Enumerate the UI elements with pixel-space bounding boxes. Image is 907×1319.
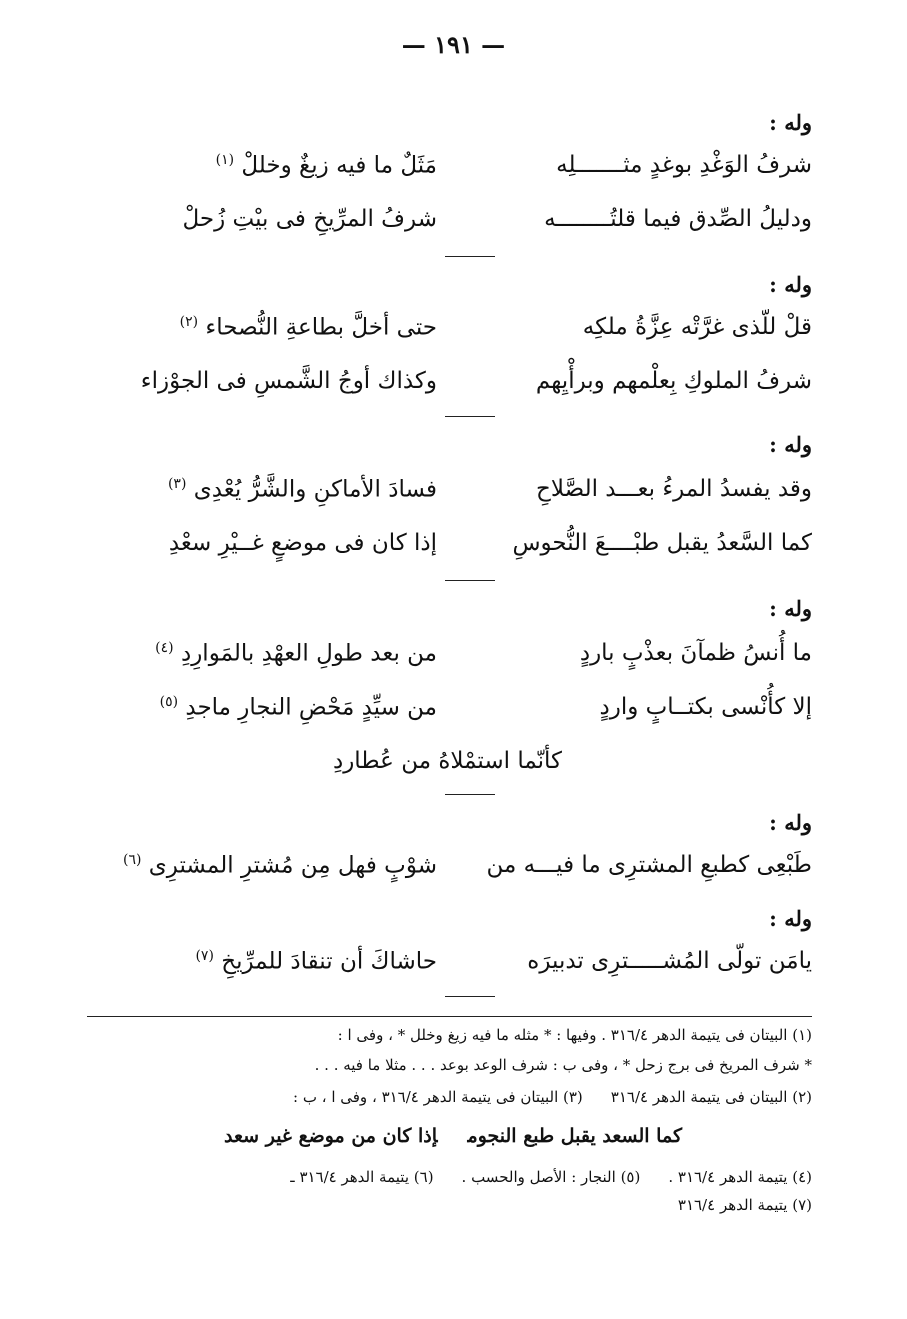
footnote-7: (٧) يتيمة الدهر ٣١٦/٤ <box>677 1196 812 1214</box>
footnote-marker: (٥) <box>159 694 179 710</box>
footnote-line <box>293 1088 812 1106</box>
section-heading: وله : <box>769 272 812 297</box>
verse-first-hemistich: شرفُ الملوكِ بِعلْمهم وبرأْيِهم <box>535 368 812 394</box>
footnote-marker: (٦) <box>123 852 142 868</box>
verse-second-hemistich: فسادَ الأماكنِ والشَّرُّ يُعْدِى $^{(٣)}$ <box>167 476 437 503</box>
footnote-3: (٣) البيتان فى يتيمة الدهر ٣١٦/٤ ، وفى ا ، ب : <box>293 1088 583 1106</box>
verse-first-hemistich: طَبْعِى كطبعِ المشترِى ما فيـــه من <box>486 852 812 878</box>
footnote-line: (١) البيتان فى يتيمة الدهر ٣١٦/٤ . وفيها : * مثله ما فيه زيغ وخلل * ، وفى ا : <box>337 1026 812 1044</box>
verse-second-hemistich: شوْبٍ فهل مِن مُشترِ المشترِى $^{(٦)}$ <box>123 852 437 879</box>
verse-closing-line: كأنّما استمْلاهُ من عُطاردِ <box>332 748 562 774</box>
section-divider <box>445 580 495 581</box>
footnote-6: (٦) يتيمة الدهر ٣١٦/٤ ـ <box>290 1168 434 1186</box>
verse-second-hemistich: شرفُ المرِّيخِ فى بيْتِ زُحلْ <box>182 206 437 232</box>
section-divider <box>445 256 495 257</box>
footnote-2: (٢) البيتان فى يتيمة الدهر ٣١٦/٤ <box>610 1088 812 1106</box>
footnote-marker: (٧) <box>195 948 214 964</box>
verse-second-hemistich: إذا كان فى موضعٍ غــيْرِ سعْدِ <box>168 530 437 556</box>
page-number: — ١٩١ — <box>401 30 506 59</box>
section-heading: وله : <box>769 596 812 621</box>
footnote-line <box>290 1168 812 1186</box>
verse-first-hemistich: شرفُ الوَغْدِ بوغدٍ مثـــــــلِه <box>556 152 812 178</box>
footnote-variant-verse <box>224 1125 682 1147</box>
verse-first-hemistich: ما أُنسُ ظمآنَ بعذْبٍ باردٍ <box>579 640 812 666</box>
footnote-marker: (٤) <box>155 640 174 656</box>
footnote-5: (٥) النجار : الأصل والحسب . <box>461 1168 641 1186</box>
section-divider <box>445 794 495 795</box>
verse-first-hemistich: ودليلُ الصِّدق فيما قلتُــــــــه <box>544 206 812 232</box>
verse-first-hemistich: وقد يفسدُ المرءُ بعـــد الصَّلاحِ <box>536 476 812 502</box>
footnote-4: (٤) يتيمة الدهر ٣١٦/٤ . <box>668 1168 812 1186</box>
verse-second-hemistich: مَثَلٌ ما فيه زيغٌ وخللْ $^{(١)}$ <box>215 152 437 179</box>
footnote-line: * شرف المريخ فى برج زحل * ، وفى ب : شرف الوعد بوعد . . . مثلا ما فيه . . . <box>314 1056 812 1074</box>
verse-second-hemistich: حاشاكَ أن تنقادَ للمرِّيخِ $^{(٧)}$ <box>195 948 437 975</box>
footnote-rule <box>87 1016 812 1017</box>
verse-second-hemistich: حتى أخلَّ بطاعةِ النُّصحاء $^{(٢)}$ <box>179 314 437 341</box>
verse-second-hemistich: من بعد طولِ العهْدِ بالمَوارِدِ $^{(٤)}$ <box>155 640 437 667</box>
section-heading: وله : <box>769 110 812 135</box>
verse-first-hemistich: قلْ للّذى غرَّتْه عِزَّةُ ملكِه <box>582 314 812 340</box>
section-divider <box>445 996 495 997</box>
verse-second-hemistich: من سيِّدٍ مَحْضِ النجارِ ماجدِ $^{(٥)}$ <box>159 694 437 721</box>
verse-second-hemistich: وكذاك أوجُ الشَّمسِ فى الجوْزاء <box>140 368 437 394</box>
verse-first-hemistich: إلا كأُنْسى بكتــابٍ واردٍ <box>599 694 812 720</box>
section-divider <box>445 416 495 417</box>
verse-first-hemistich: يامَن تولّى المُشـــــترِى تدبيرَه <box>527 948 812 974</box>
footnote-marker: (٣) <box>167 476 187 492</box>
variant-second-hemistich: إذا كان من موضع غير سعد <box>224 1125 438 1147</box>
verse-first-hemistich: كما السَّعدُ يقبل طبْــــعَ النُّحوسِ <box>512 530 812 556</box>
footnote-marker: (٢) <box>179 314 199 330</box>
section-heading: وله : <box>769 432 812 457</box>
section-heading: وله : <box>769 810 812 835</box>
section-heading: وله : <box>769 906 812 931</box>
footnote-marker: (١) <box>215 152 235 168</box>
variant-first-hemistich: كما السعد يقبل طبع النجوم <box>467 1125 682 1147</box>
